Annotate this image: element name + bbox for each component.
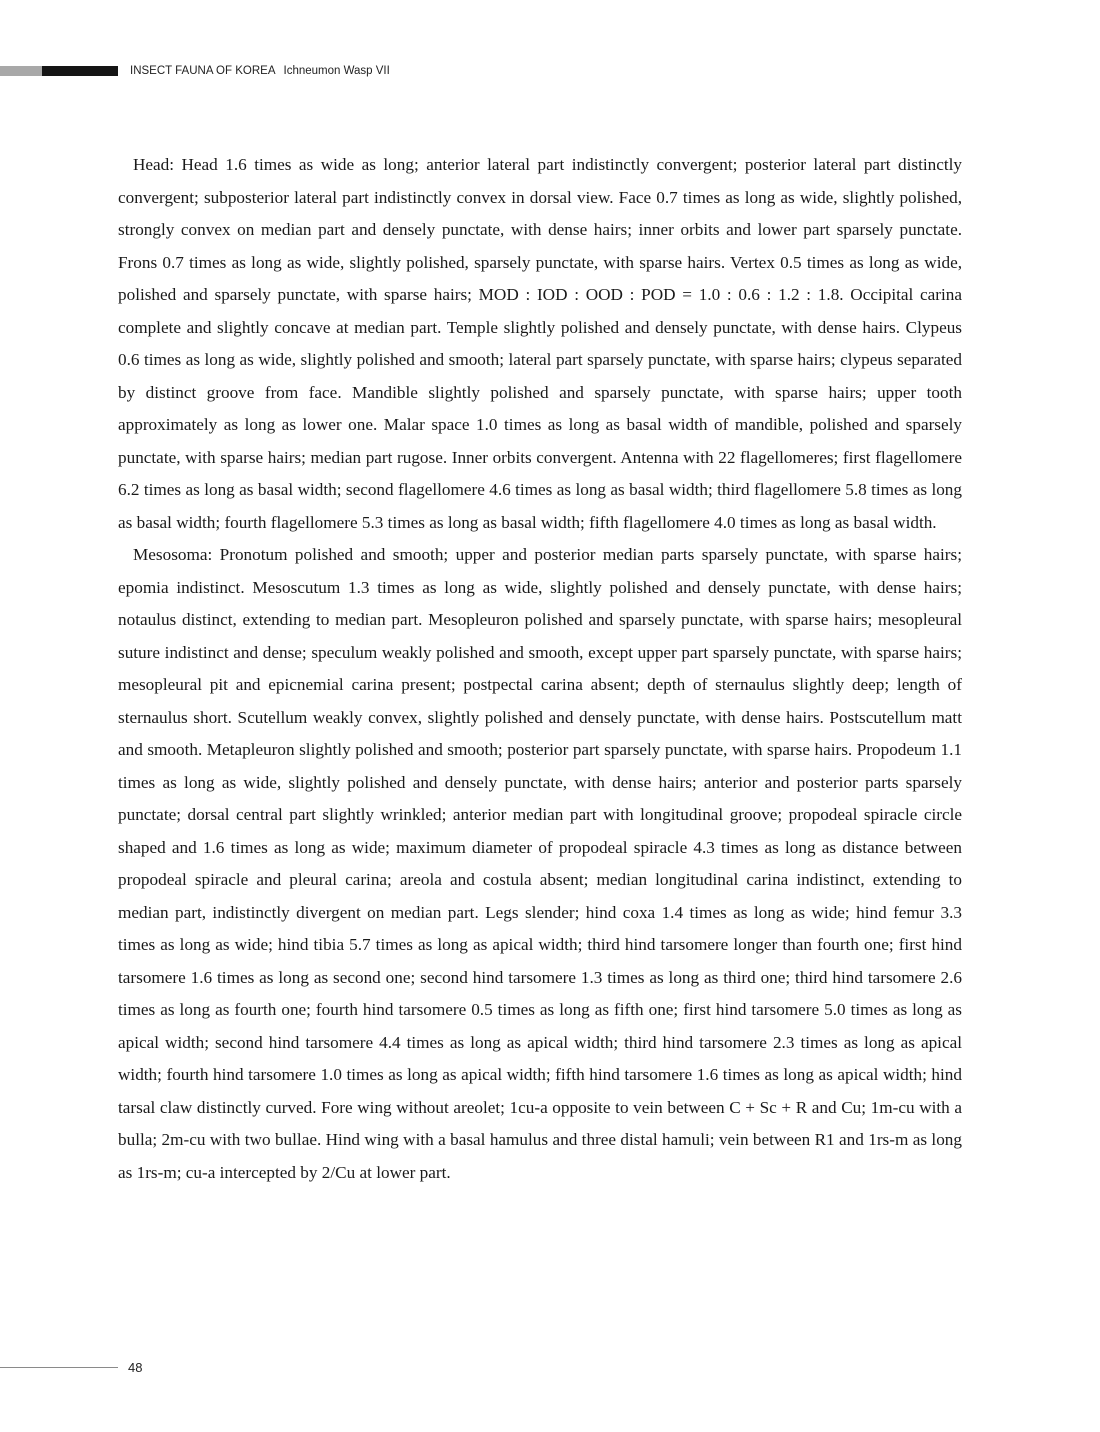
header-accent-bar-gray: [0, 66, 42, 76]
paragraph-mesosoma: Mesosoma: Pronotum polished and smooth; upper and posterior median parts sparsely punctate, with sparse hairs; epomia indistinct. Mesoscutum 1.3 times as long as wide, slightly polished and densely punctate, with dense hairs; notaulus distinct, extending to median part. Mesopleuron polished and sparsely punctate, with sparse hairs; mesopleural suture indistinct and dense; speculum weakly polished and smooth, except upper part sparsely punctate, with sparse hairs; mesopleural pit and epicnemial carina present; postpectal carina absent; depth of sternaulus slightly deep; length of sternaulus short. Scutellum weakly convex, slightly polished and densely punctate, with dense hairs. Postscutellum matt and smooth. Metapleuron slightly polished and smooth; posterior part sparsely punctate, with sparse hairs. Propodeum 1.1 times as long as wide, slightly polished and densely punctate, with dense hairs; anterior and posterior parts sparsely punctate; dorsal central part slightly wrinkled; anterior median part with longitudinal groove; propodeal spiracle circle shaped and 1.6 times as long as wide; maximum diameter of propodeal spiracle 4.3 times as long as distance between propodeal spiracle and pleural carina; areola and costula absent; median longitudinal carina indistinct, extending to median part, indistinctly divergent on median part. Legs slender; hind coxa 1.4 times as long as wide; hind femur 3.3 times as long as wide; hind tibia 5.7 times as long as apical width; third hind tarsomere longer than fourth one; first hind tarsomere 1.6 times as long as second one; second hind tarsomere 1.3 times as long as third one; third hind tarsomere 2.6 times as long as fourth one; fourth hind tarsomere 0.5 times as long as fifth one; first hind tarsomere 5.0 times as long as apical width; second hind tarsomere 4.4 times as long as apical width; third hind tarsomere 2.3 times as long as apical width; fourth hind tarsomere 1.0 times as long as apical width; fifth hind tarsomere 1.6 times as long as apical width; hind tarsal claw distinctly curved. Fore wing without areolet; 1cu-a opposite to vein between C + Sc + R and Cu; 1m-cu with a bulla; 2m-cu with two bullae. Hind wing with a basal hamulus and three distal hamuli; vein between R1 and 1rs-m as long as 1rs-m; cu-a intercepted by 2/Cu at lower part.: [118, 545, 962, 1182]
volume-title: Ichneumon Wasp VII: [283, 65, 390, 77]
running-head: [130, 64, 390, 78]
body-text: [118, 149, 962, 1189]
paragraph-head: Head: Head 1.6 times as wide as long; anterior lateral part indistinctly convergent; posterior lateral part distinctly convergent; subposterior lateral part indistinctly convex in dorsal view. Face 0.7 times as long as wide, slightly polished, strongly convex on median part and densely punctate, with dense hairs; inner orbits and lower part sparsely punctate. Frons 0.7 times as long as wide, slightly polished, sparsely punctate, with sparse hairs. Vertex 0.5 times as long as wide, polished and sparsely punctate, with sparse hairs; MOD : IOD : OOD : POD = 1.0 : 0.6 : 1.2 : 1.8. Occipital carina complete and slightly concave at median part. Temple slightly polished and densely punctate, with dense hairs. Clypeus 0.6 times as long as wide, slightly polished and smooth; lateral part sparsely punctate, with sparse hairs; clypeus separated by distinct groove from face. Mandible slightly polished and sparsely punctate, with sparse hairs; upper tooth approximately as long as lower one. Malar space 1.0 times as long as basal width of mandible, polished and sparsely punctate, with sparse hairs; median part rugose. Inner orbits convergent. Antenna with 22 flagellomeres; first flagellomere 6.2 times as long as basal width; second flagellomere 4.6 times as long as basal width; third flagellomere 5.8 times as long as basal width; fourth flagellomere 5.3 times as long as basal width; fifth flagellomere 4.0 times as long as basal width.: [118, 155, 962, 532]
series-title: INSECT FAUNA OF KOREA: [130, 65, 276, 77]
footer-rule: [0, 1367, 118, 1368]
header-accent-bar-black: [42, 66, 118, 76]
page-number: 48: [128, 1360, 143, 1375]
